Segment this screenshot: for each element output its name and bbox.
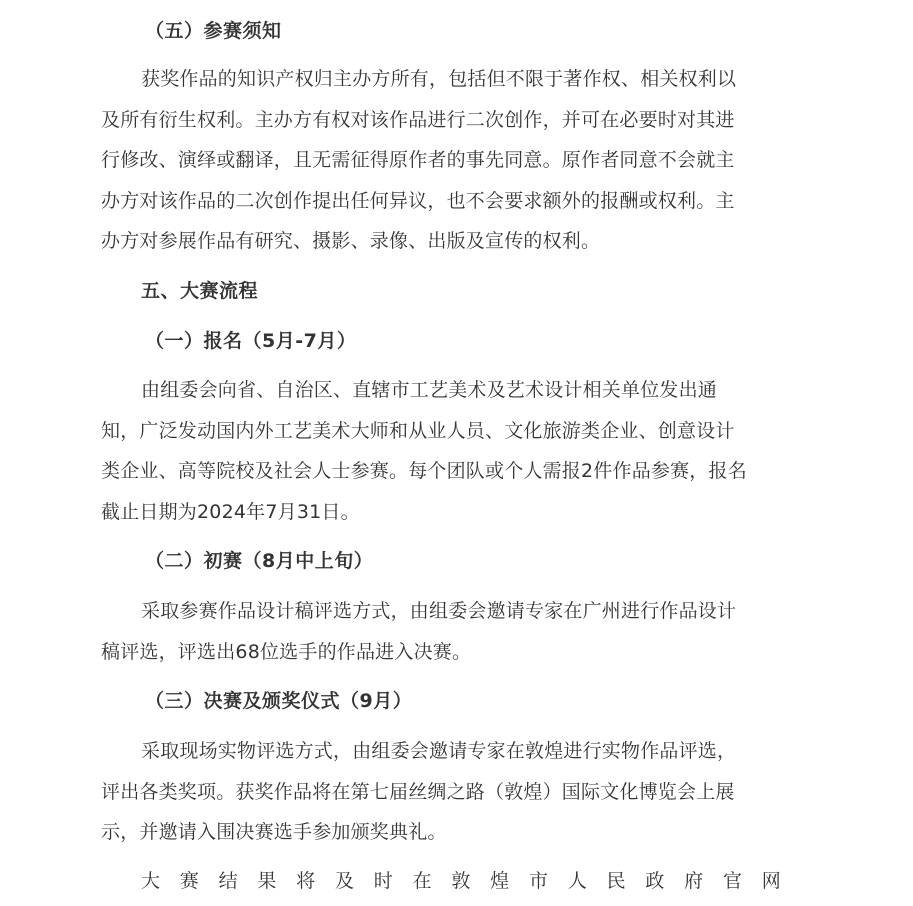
result-char: 大	[141, 870, 161, 892]
heading-notice: （五）参赛须知	[145, 20, 282, 42]
signup-paragraph-line: 截止日期为2024年7月31日。	[101, 501, 360, 523]
result-char: 民	[606, 870, 626, 892]
result-char: 在	[412, 870, 432, 892]
final-paragraph-line: 评出各类奖项。获奖作品将在第七届丝绸之路（敦煌）国际文化博览会上展	[101, 781, 735, 803]
result-char: 府	[684, 870, 704, 892]
result-char: 网	[761, 870, 781, 892]
final-paragraph-line: 示，并邀请入围决赛选手参加颁奖典礼。	[101, 821, 447, 843]
result-char: 政	[645, 870, 665, 892]
heading-final: （三）决赛及颁奖仪式（9月）	[145, 690, 413, 712]
prelim-paragraph-line: 采取参赛作品设计稿评选方式，由组委会邀请专家在广州进行作品设计	[141, 600, 737, 622]
notice-paragraph-line: 行修改、演绎或翻译，且无需征得原作者的事先同意。原作者同意不会就主	[101, 149, 735, 171]
result-char: 果	[257, 870, 277, 892]
final-paragraph-line: 采取现场实物评选方式，由组委会邀请专家在敦煌进行实物作品评选，	[141, 740, 737, 762]
result-char: 及	[334, 870, 355, 892]
notice-paragraph-line: 获奖作品的知识产权归主办方所有，包括但不限于著作权、相关权利以	[141, 68, 737, 90]
result-char: 煌	[490, 870, 510, 892]
result-char: 结	[218, 870, 238, 892]
result-paragraph-line	[141, 868, 781, 894]
result-char: 时	[373, 870, 393, 892]
signup-paragraph-line: 由组委会向省、自治区、直辖市工艺美术及艺术设计相关单位发出通	[141, 379, 718, 401]
notice-paragraph-line: 办方对参展作品有研究、摄影、录像、出版及宣传的权利。	[101, 230, 601, 252]
result-char: 官	[722, 870, 743, 892]
result-char: 市	[528, 870, 549, 892]
heading-signup: （一）报名（5月-7月）	[145, 330, 357, 352]
signup-paragraph-line: 知，广泛发动国内外工艺美术大师和从业人员、文化旅游类企业、创意设计	[101, 420, 735, 442]
prelim-paragraph-line: 稿评选，评选出68位选手的作品进入决赛。	[101, 641, 472, 663]
notice-paragraph-line: 办方对该作品的二次创作提出任何异议，也不会要求额外的报酬或权利。主	[101, 190, 735, 212]
heading-process: 五、大赛流程	[141, 280, 259, 302]
notice-paragraph-line: 及所有衍生权利。主办方有权对该作品进行二次创作，并可在必要时对其进	[101, 109, 735, 131]
signup-paragraph-line: 类企业、高等院校及社会人士参赛。每个团队或个人需报2件作品参赛，报名	[101, 460, 747, 482]
result-char: 人	[567, 870, 587, 892]
result-char: 赛	[179, 870, 199, 892]
result-char: 敦	[451, 870, 471, 892]
result-char: 将	[296, 870, 316, 892]
heading-prelim: （二）初赛（8月中上旬）	[145, 550, 374, 572]
